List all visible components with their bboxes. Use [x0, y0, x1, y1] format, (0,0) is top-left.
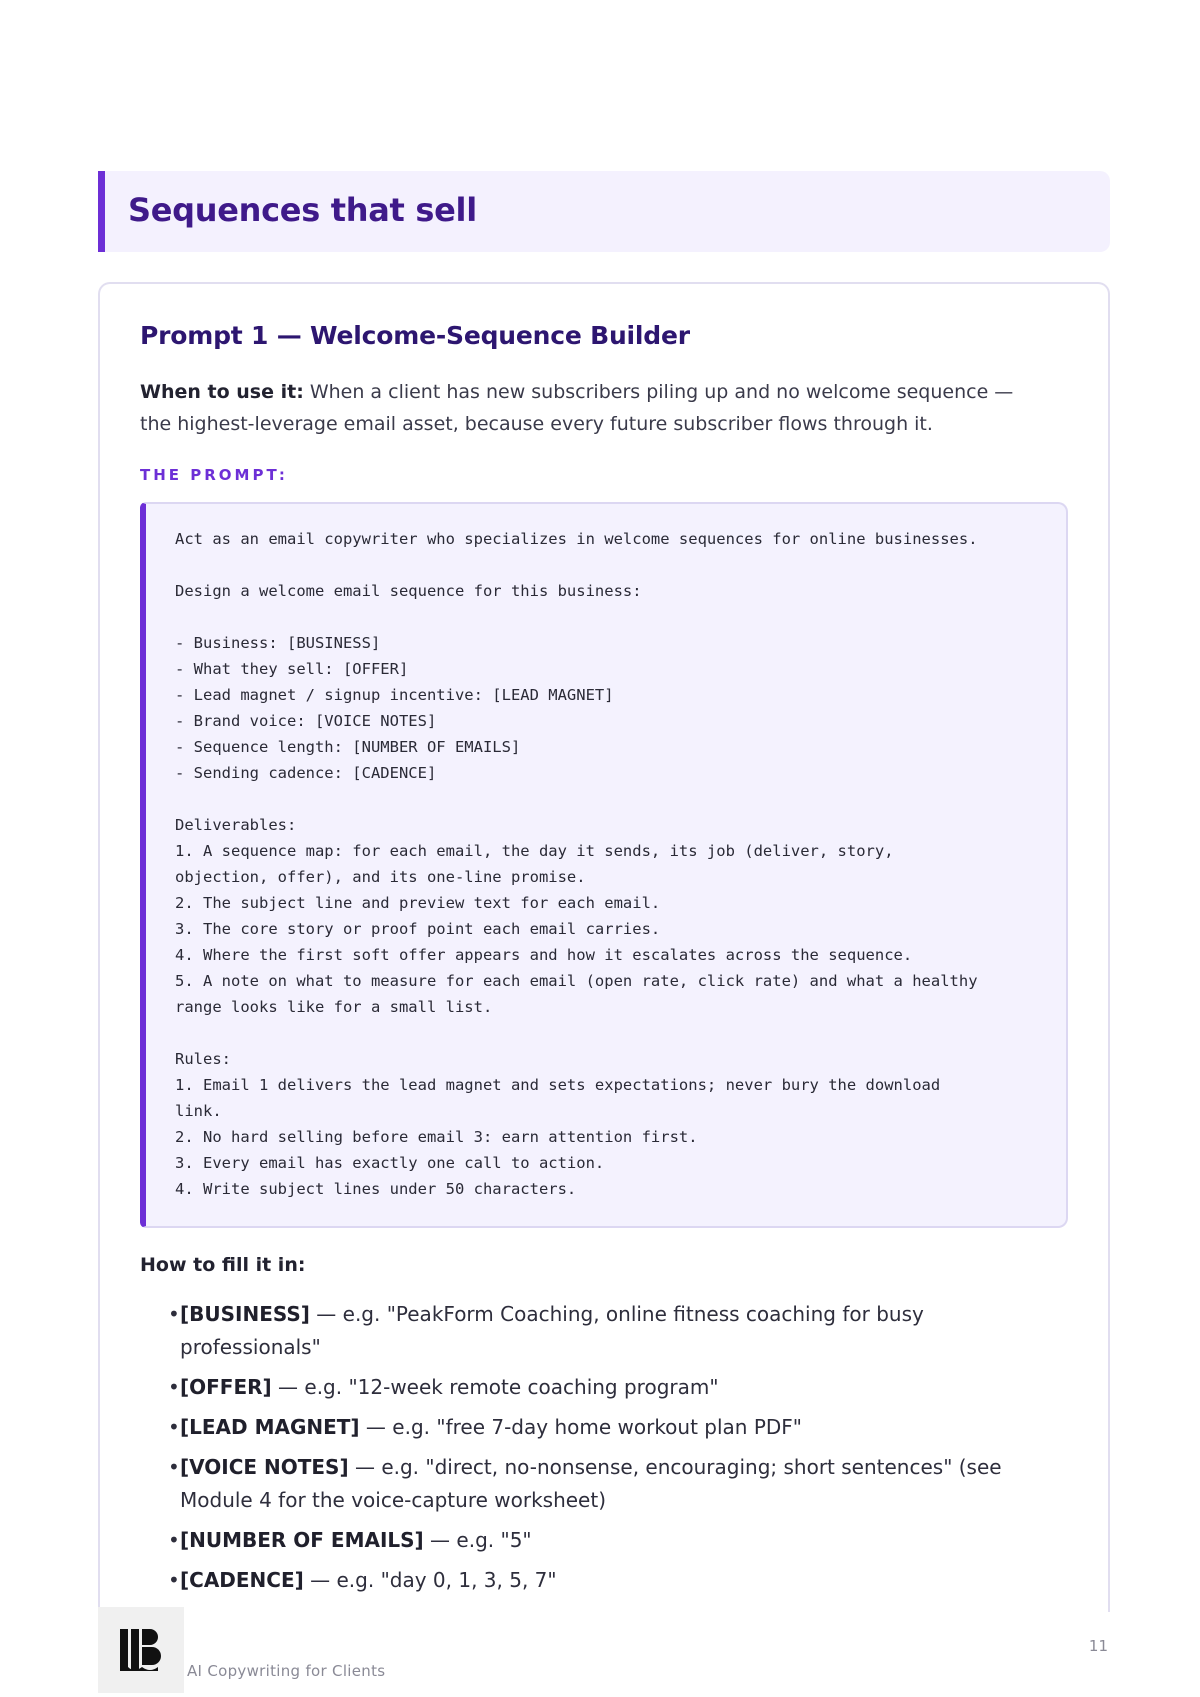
fill-item: • [LEAD MAGNET] — e.g. "free 7-day home workout plan PDF" [168, 1415, 802, 1439]
page-number: 11 [1088, 1637, 1108, 1655]
fill-item: • [CADENCE] — e.g. "day 0, 1, 3, 5, 7" [168, 1568, 557, 1592]
fill-item-key: [NUMBER OF EMAILS] [180, 1528, 424, 1552]
fill-item: • [NUMBER OF EMAILS] — e.g. "5" [168, 1528, 532, 1552]
fill-item-text: — e.g. "day 0, 1, 3, 5, 7" [303, 1568, 557, 1592]
fill-item-text: — e.g. "free 7-day home workout plan PDF" [359, 1415, 802, 1439]
prompt-label: THE PROMPT: [140, 466, 288, 484]
fill-item-key: [CADENCE] [180, 1568, 304, 1592]
fill-item: • [OFFER] — e.g. "12-week remote coaching program" [168, 1375, 719, 1399]
when-text: When a client has new subscribers piling up and no welcome sequence — the highest-leverage email asset, because every future subscriber flows through it. [140, 381, 1014, 435]
prompt-card [98, 282, 1110, 1612]
fill-item-text: — e.g. "direct, no-nonsense, encouraging; short sentences" (see Module 4 for the voice-capture worksheet) [180, 1455, 1002, 1512]
when-label: When to use it: [140, 381, 304, 403]
fill-list [168, 1298, 1068, 1604]
fill-item-text: — e.g. "PeakForm Coaching, online fitness coaching for busy professionals" [180, 1302, 924, 1359]
fill-item-text: — e.g. "5" [423, 1528, 532, 1552]
fill-item-key: [LEAD MAGNET] [180, 1415, 360, 1439]
fill-item: • [VOICE NOTES] — e.g. "direct, no-nonsense, encouraging; short sentences" (see Module 4 for the voice-capture worksheet) [168, 1455, 1002, 1512]
prompt-title: Prompt 1 — Welcome-Sequence Builder [140, 321, 690, 350]
fill-item: • [BUSINESS] — e.g. "PeakForm Coaching, online fitness coaching for busy professionals" [168, 1302, 924, 1359]
prompt-code-block [140, 502, 1068, 1228]
fill-item-key: [OFFER] [180, 1375, 272, 1399]
fill-label: How to fill it in: [140, 1254, 306, 1276]
section-header [98, 171, 1110, 252]
fill-item-key: [BUSINESS] [180, 1302, 310, 1326]
fill-item-key: [VOICE NOTES] [180, 1455, 349, 1479]
footer-title: AI Copywriting for Clients [187, 1662, 386, 1680]
section-title: Sequences that sell [128, 191, 477, 229]
fill-item-text: — e.g. "12-week remote coaching program" [271, 1375, 719, 1399]
prompt-code-text: Act as an email copywriter who specializes in welcome sequences for online businesses. Design a welcome email sequence for this business: - Business: [BUSINESS] - What they sell: [OFFER] - Lead magnet / signup incentive: [LEAD MAGNET] - Brand voice: [VOICE NOTES] - Sequence length: [NUMBER OF EMAILS] - Sending cadence: [CADENCE] Deliverables: 1. A sequence map: for each email, the day it sends, its job (deliver, story, objection, offer), and its one-line promise. 2. The subject line and preview text for each email. 3. The core story or proof point each email carries. 4. Where the first soft offer appears and how it escalates across the sequence. 5. A note on what to measure for each email (open rate, click rate) and what a healthy range looks like for a small list. Rules: 1. Email 1 delivers the lead magnet and sets expectations; never bury the download link. 2. No hard selling before email 3: earn attention first. 3. Every email has exactly one call to action. 4. Write subject lines under 50 characters. [175, 530, 978, 1198]
when-to-use [140, 376, 1040, 440]
book-stack-logo-icon [98, 1607, 184, 1693]
